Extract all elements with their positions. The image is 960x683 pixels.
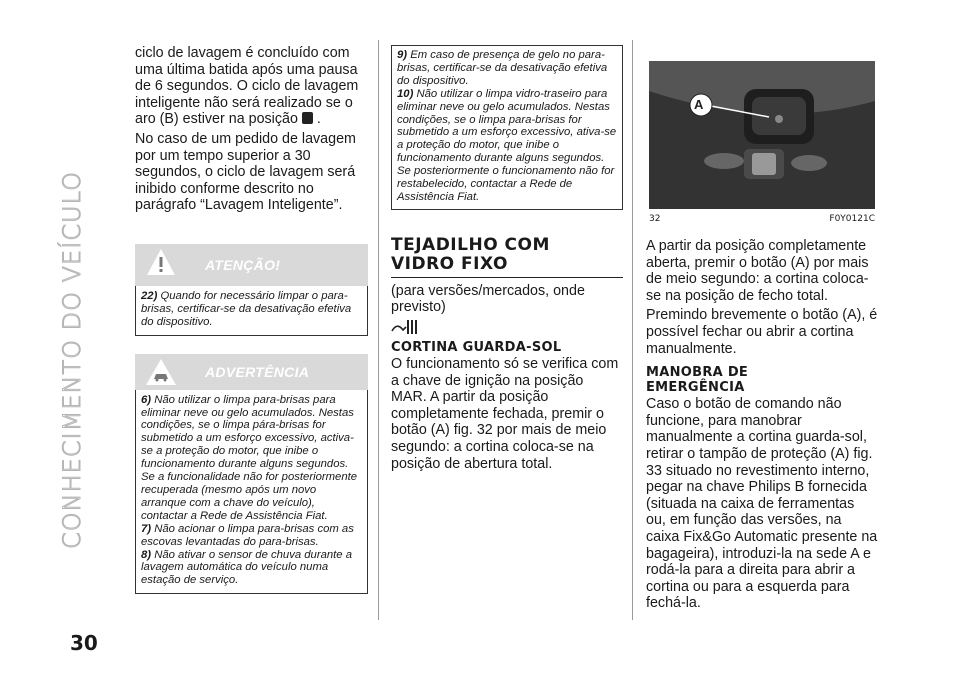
paragraph: Premindo brevemente o botão (A), é possível fechar ou abrir a cortina manualmente. (646, 307, 878, 357)
availability-note: (para versões/mercados, onde previsto) (391, 282, 585, 316)
figure-32-photo (649, 61, 875, 209)
subsection-heading: CORTINA GUARDA-SOL (391, 340, 562, 356)
figure-number: 32 (649, 214, 661, 224)
advice-title: ADVERTÊNCIA (205, 363, 310, 380)
section-side-title: CONHECIMENTO DO VEÍCULO (58, 170, 86, 550)
note-item: 9) Em caso de presença de gelo no para-brisas, certificar-se da desativação efetiva do dispositivo. (397, 49, 608, 87)
attention-box (135, 244, 368, 336)
paragraph: ciclo de lavagem é concluído com uma última batida após uma pausa de 6 segundos. O ciclo de lavagem inteligente não será realizado se o aro (B) estiver na posição . (135, 45, 359, 128)
figure-code: F0Y0121C (829, 214, 875, 224)
figure-callout-label: A (694, 97, 704, 112)
note-item: 6) Não utilizar o limpa para-brisas para eliminar neve ou gelo acumulados. Nestas condições, se o limpa pára-brisas for submetido a um esforço excessivo, activa-se a proteção do motor, que inibe o funcionamento durante alguns segundos. Se a funcionalidade não for posteriormente recuperada (mesmo após um novo arranque com a chave do veículo), contactar a Rede de Assistência Fiat. (141, 393, 358, 522)
note-item: 7) Não acionar o limpa para-brisas com as escovas levantadas do para-brisas. (141, 522, 354, 548)
note-item: 8) Não ativar o sensor de chuva durante a lavagem automática do veículo numa estação de serviço. (141, 548, 353, 587)
option-icon (391, 318, 623, 336)
note-number: 22) (141, 289, 158, 302)
paragraph: O funcionamento só se verifica com a chave de ignição na posição MAR. A partir da posição completamente fechada, premir o botão (A) fig. 32 por mais de meio segundo: a cortina coloca-se na posição de abertura total. (391, 356, 619, 472)
page-number: 30 (70, 631, 98, 655)
advice-car-icon (145, 358, 177, 386)
column-3 (646, 238, 878, 612)
paragraph: A partir da posição completamente aberta, premir o botão (A) por mais de meio segundo: a cortina coloca-se na posição de fecho total. (646, 238, 869, 304)
column-divider (632, 40, 633, 620)
paragraph: Caso o botão de comando não funcione, para manobrar manualmente a cortina guarda-sol, retirar o tampão de proteção (A) fig. 33 situado no revestimento interno, pegar na chave Philips B fornecida (situada na caixa de ferramentas ou, em função das versões, na caixa Fix&Go Automatic presente na bagageira), introduzi-la na sede A e rodá-la para a direita para abrir a cortina ou para a esquerda para fechá-la. (646, 396, 878, 612)
figure-caption (649, 214, 875, 224)
paragraph: No caso de um pedido de lavagem por um tempo superior a 30 segundos, o ciclo de lavagem será inibido conforme descrito no parágrafo “Lavagem Inteligente”. (135, 130, 356, 214)
note-item: 10) Não utilizar o limpa vidro-traseiro para eliminar neve ou gelo acumulados. Nestas condições, se o limpa para-brisas for submetido a um esforço excessivo, ativa-se a proteção do motor, que inibe o funcionamento durante alguns segundos. Se posteriormente o funcionamento não for restabelecido, contactar a Rede de Assistência Fiat. (397, 87, 617, 203)
wiper-ring-position-icon (302, 112, 313, 124)
warning-box-continued (391, 45, 623, 210)
section-heading: TEJADILHO COM VIDRO FIXO (391, 236, 623, 278)
subsection-heading: MANOBRA DE EMERGÊNCIA (646, 365, 749, 396)
column-1 (135, 45, 368, 594)
attention-title: ATENÇÃO! (205, 256, 281, 273)
column-divider (378, 40, 379, 620)
column-2 (391, 45, 623, 472)
note-text: Quando for necessário limpar o para-brisas, certificar-se da desativação efetiva do dispositivo. (141, 289, 352, 328)
warning-triangle-icon (145, 247, 177, 277)
advice-box (135, 354, 368, 595)
